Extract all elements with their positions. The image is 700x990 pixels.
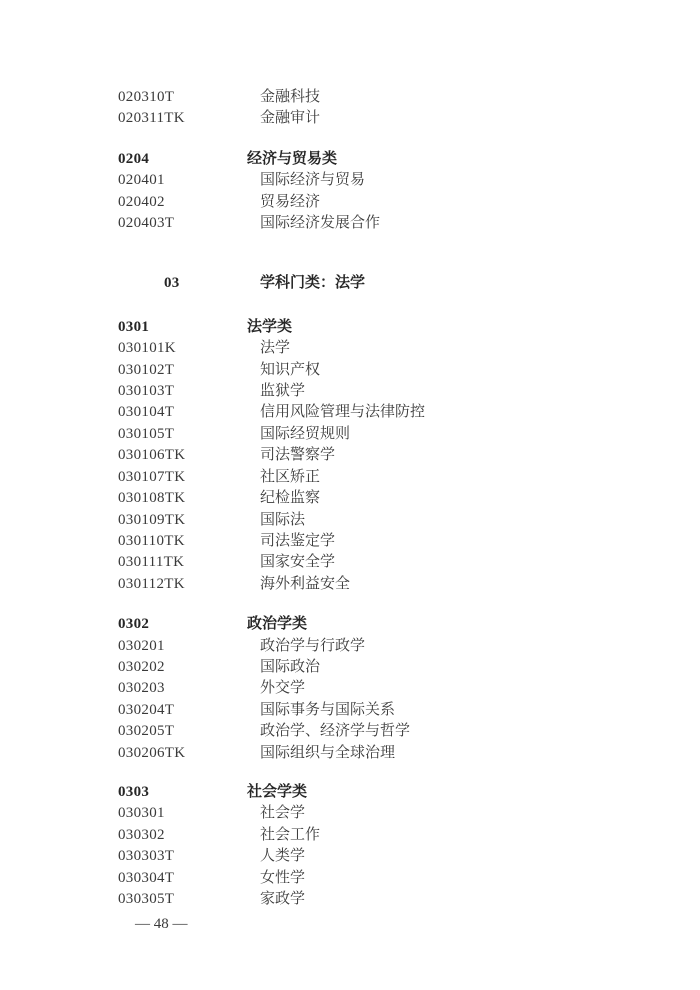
discipline-code: 030109TK — [118, 511, 186, 528]
discipline-code: 030203 — [118, 680, 165, 697]
discipline-name: 女性学 — [260, 869, 306, 886]
discipline-code: 030205T — [118, 723, 175, 740]
section-0302 — [118, 614, 658, 764]
category-row — [118, 149, 658, 170]
page-number: — 48 — — [135, 916, 188, 933]
discipline-name: 贸易经济 — [260, 193, 321, 210]
discipline-name: 国际政治 — [260, 658, 321, 675]
discipline-code: 030201 — [118, 637, 165, 654]
discipline-name: 国家安全学 — [260, 554, 336, 571]
category-name: 社会学类 — [247, 783, 308, 800]
discipline-name: 政治学、经济学与哲学 — [260, 723, 411, 740]
discipline-code: 030204T — [118, 701, 175, 718]
discipline-name: 纪检监察 — [260, 490, 321, 507]
discipline-code: 020403T — [118, 215, 175, 232]
table-row — [118, 87, 658, 108]
discipline-code: 030102T — [118, 361, 175, 378]
catalog-content — [118, 87, 658, 936]
table-row — [118, 402, 658, 423]
table-row — [118, 531, 658, 552]
discipline-name: 国际法 — [260, 511, 306, 528]
discipline-code: 030301 — [118, 805, 165, 822]
discipline-code: 030111TK — [118, 554, 185, 571]
section-0301 — [118, 317, 658, 595]
discipline-code: 030101K — [118, 340, 176, 357]
discipline-code: 030105T — [118, 425, 175, 442]
discipline-name: 国际组织与全球治理 — [260, 744, 396, 761]
discipline-code: 030206TK — [118, 744, 186, 761]
table-row — [118, 868, 658, 889]
discipline-name: 国际事务与国际关系 — [260, 701, 396, 718]
table-row — [118, 108, 658, 129]
category-code: 0301 — [118, 318, 150, 335]
chapter-code: 03 — [164, 275, 180, 292]
table-row — [118, 467, 658, 488]
discipline-code: 030303T — [118, 848, 175, 865]
discipline-name: 司法警察学 — [260, 447, 336, 464]
discipline-code: 030305T — [118, 891, 175, 907]
discipline-name: 金融科技 — [260, 89, 321, 105]
table-row — [118, 743, 658, 764]
table-row — [118, 846, 658, 867]
section-0204 — [118, 149, 658, 235]
discipline-code: 030104T — [118, 404, 175, 421]
table-row — [118, 445, 658, 466]
table-row — [118, 338, 658, 359]
table-row — [118, 488, 658, 509]
table-row — [118, 825, 658, 846]
discipline-name: 社会工作 — [260, 826, 321, 843]
discipline-name: 海外利益安全 — [260, 575, 351, 592]
discipline-code: 030202 — [118, 658, 165, 675]
category-name: 政治学类 — [247, 616, 308, 633]
discipline-name: 国际经济发展合作 — [260, 215, 381, 232]
table-row — [118, 574, 658, 595]
discipline-name: 法学 — [260, 340, 291, 357]
category-name: 经济与贸易类 — [247, 150, 338, 167]
discipline-name: 家政学 — [260, 891, 306, 907]
discipline-name: 社会学 — [260, 805, 306, 822]
table-row — [118, 700, 658, 721]
discipline-name: 国际经济与贸易 — [260, 172, 366, 189]
discipline-name: 政治学与行政学 — [260, 637, 366, 654]
chapter-header — [118, 273, 658, 294]
table-row — [118, 889, 658, 910]
table-row — [118, 381, 658, 402]
category-row — [118, 782, 658, 803]
discipline-code: 030112TK — [118, 575, 185, 592]
category-row — [118, 317, 658, 338]
discipline-name: 监狱学 — [260, 383, 306, 400]
discipline-name: 知识产权 — [260, 361, 321, 378]
table-row — [118, 803, 658, 824]
category-name: 法学类 — [247, 318, 293, 335]
table-row — [118, 424, 658, 445]
discipline-code: 030304T — [118, 869, 175, 886]
discipline-code: 020401 — [118, 172, 165, 189]
category-code: 0303 — [118, 783, 150, 800]
chapter-title: 学科门类：法学 — [260, 275, 366, 292]
discipline-name: 社区矫正 — [260, 468, 321, 485]
table-row — [118, 192, 658, 213]
table-row — [118, 510, 658, 531]
table-row — [118, 721, 658, 742]
category-code: 0302 — [118, 616, 150, 633]
discipline-code: 020310T — [118, 89, 175, 105]
discipline-code: 020311TK — [118, 110, 185, 127]
discipline-code: 030103T — [118, 383, 175, 400]
discipline-code: 020402 — [118, 193, 165, 210]
discipline-code: 030106TK — [118, 447, 186, 464]
discipline-name: 外交学 — [260, 680, 306, 697]
section-0203-tail — [118, 87, 658, 130]
table-row — [118, 170, 658, 191]
table-row — [118, 360, 658, 381]
discipline-name: 国际经贸规则 — [260, 425, 351, 442]
category-row — [118, 614, 658, 635]
table-row — [118, 657, 658, 678]
discipline-name: 金融审计 — [260, 110, 321, 127]
section-0303 — [118, 782, 658, 910]
discipline-name: 信用风险管理与法律防控 — [260, 404, 426, 421]
discipline-name: 司法鉴定学 — [260, 532, 336, 549]
discipline-name: 人类学 — [260, 848, 306, 865]
table-row — [118, 213, 658, 234]
discipline-code: 030302 — [118, 826, 165, 843]
table-row — [118, 678, 658, 699]
table-row — [118, 636, 658, 657]
table-row — [118, 552, 658, 573]
discipline-code: 030110TK — [118, 532, 185, 549]
discipline-code: 030108TK — [118, 490, 186, 507]
category-code: 0204 — [118, 150, 150, 167]
discipline-code: 030107TK — [118, 468, 186, 485]
